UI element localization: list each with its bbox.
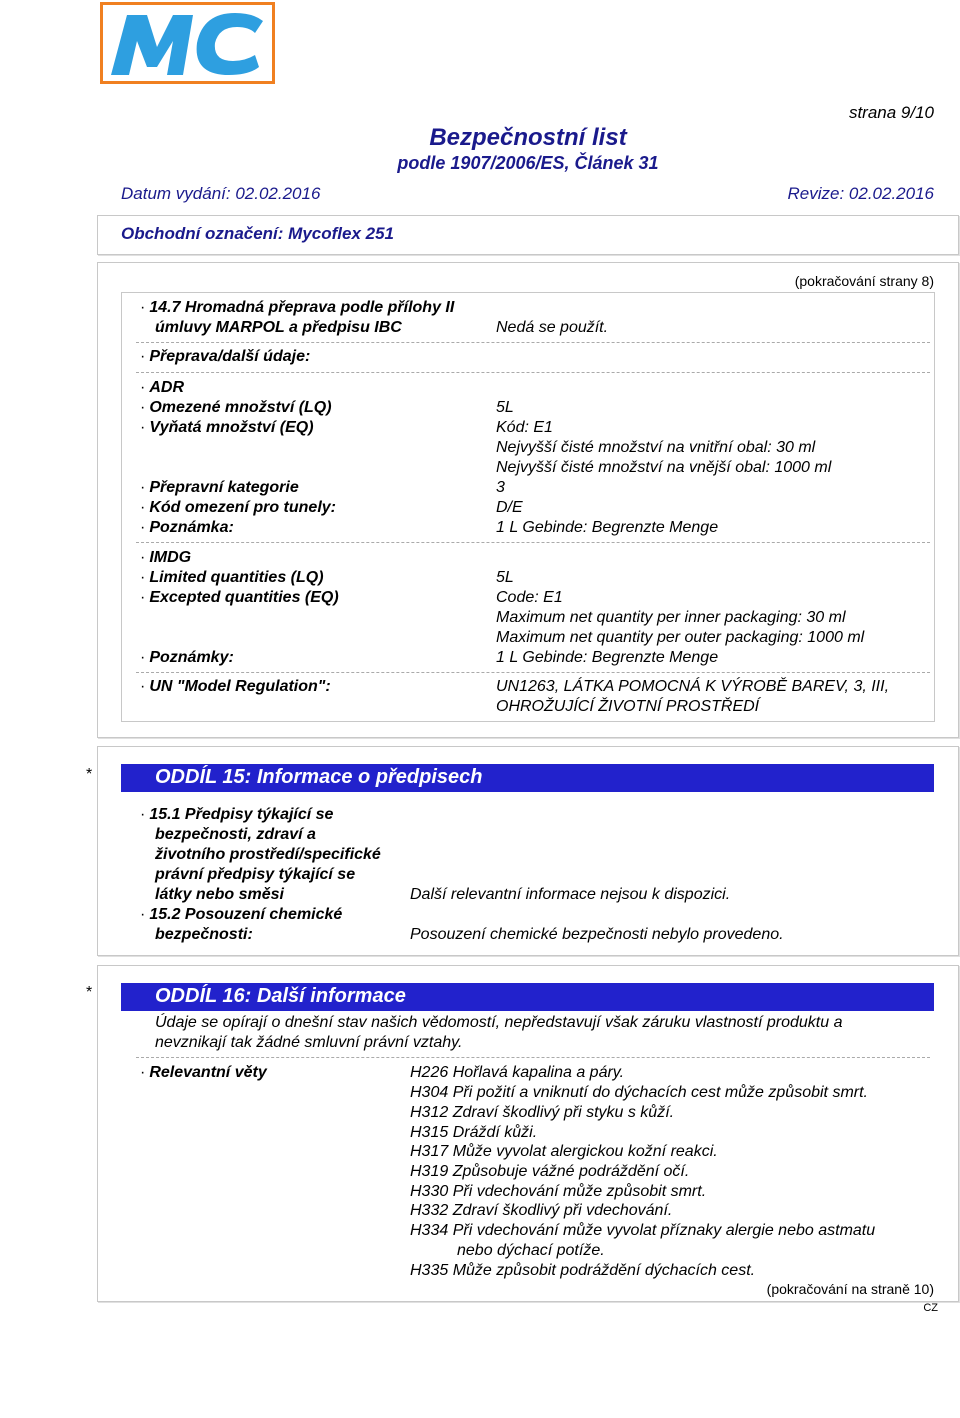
continued-from-note: (pokračování strany 8) <box>794 273 934 289</box>
un-label: · UN "Model Regulation": <box>140 677 331 697</box>
transport-label: · Přeprava/další údaje: <box>140 347 310 367</box>
revision-date: Revize: 02.02.2016 <box>787 184 934 203</box>
hazard-statement: H312 Zdraví škodlivý při styku s kůží. <box>410 1104 675 1121</box>
hazard-statement: H330 Při vdechování může způsobit smrt. <box>410 1183 707 1200</box>
s16-intro: Údaje se opírají o dnešní stav našich vědomostí, nepředstavují však záruku vlastností produktu a <box>155 1014 843 1031</box>
divider <box>136 542 930 543</box>
hazard-statement: H304 Při požití a vniknutí do dýchacích cest může způsobit smrt. <box>410 1084 868 1101</box>
s15-1-label-cont: látky nebo směsi <box>155 886 284 903</box>
marpol-label: · 14.7 Hromadná přeprava podle přílohy II <box>140 298 454 318</box>
marpol-value: Nedá se použít. <box>496 319 609 336</box>
divider <box>136 372 930 373</box>
adr-lq-label: · Omezené množství (LQ) <box>140 398 332 418</box>
adr-lq-value: 5L <box>496 399 514 416</box>
adr-eq-outer: Nejvyšší čisté množství na vnější obal: 1000 ml <box>496 459 832 476</box>
adr-note-label: · Poznámka: <box>140 518 234 538</box>
s15-2-value: Posouzení chemické bezpečnosti nebylo provedeno. <box>410 926 784 943</box>
mc-logo-graphic <box>103 5 272 81</box>
hazard-statement: H319 Způsobuje vážné podráždění očí. <box>410 1163 690 1180</box>
hazard-statement: H315 Dráždí kůži. <box>410 1124 538 1141</box>
document-title: Bezpečnostní list <box>429 124 627 151</box>
hazard-statement: H332 Zdraví škodlivý při vdechování. <box>410 1202 673 1219</box>
adr-category-label: · Přepravní kategorie <box>140 478 299 498</box>
s15-2-label: · 15.2 Posouzení chemické <box>140 905 342 925</box>
adr-tunnel-value: D/E <box>496 499 523 516</box>
imdg-lq-label: · Limited quantities (LQ) <box>140 568 324 588</box>
hazard-statement: H226 Hořlavá kapalina a páry. <box>410 1064 625 1081</box>
s15-1-value: Další relevantní informace nejsou k dispozici. <box>410 886 731 903</box>
imdg-note-value: 1 L Gebinde: Begrenzte Menge <box>496 649 719 666</box>
imdg-lq-value: 5L <box>496 569 514 586</box>
s15-1-label: · 15.1 Předpisy týkající se <box>140 805 333 825</box>
language-code: CZ <box>923 1302 938 1314</box>
s15-2-label-cont: bezpečnosti: <box>155 926 253 943</box>
imdg-note-label: · Poznámky: <box>140 648 234 668</box>
adr-eq-label: · Vyňatá množství (EQ) <box>140 418 314 438</box>
relevant-phrases-label: · Relevantní věty <box>140 1063 267 1083</box>
page-number: strana 9/10 <box>848 103 934 122</box>
company-logo <box>100 2 275 84</box>
divider <box>136 1057 930 1058</box>
un-value: UN1263, LÁTKA POMOCNÁ K VÝROBĚ BAREV, 3, III, <box>496 678 890 695</box>
adr-category-value: 3 <box>496 479 505 496</box>
un-value-cont: OHROŽUJÍCÍ ŽIVOTNÍ PROSTŘEDÍ <box>496 698 760 715</box>
s15-1-label-cont: bezpečnosti, zdraví a <box>155 826 316 843</box>
s16-intro-cont: nevznikají tak žádné smluvní právní vztahy. <box>155 1034 463 1051</box>
product-name: Obchodní označení: Mycoflex 251 <box>121 224 395 243</box>
adr-eq-inner: Nejvyšší čisté množství na vnitřní obal: 30 ml <box>496 439 816 456</box>
adr-eq-value: Kód: E1 <box>496 419 553 436</box>
issue-date: Datum vydání: 02.02.2016 <box>121 184 321 203</box>
imdg-title: · IMDG <box>140 548 191 568</box>
section-16-heading: ODDÍL 16: Další informace <box>121 983 934 1011</box>
revision-star: * <box>86 984 93 1001</box>
continued-to-note: (pokračování na straně 10) <box>766 1281 934 1297</box>
hazard-statement: H317 Může vyvolat alergickou kožní reakci. <box>410 1143 718 1160</box>
imdg-eq-inner: Maximum net quantity per inner packaging: 30 ml <box>496 609 846 626</box>
imdg-eq-outer: Maximum net quantity per outer packaging: 1000 ml <box>496 629 865 646</box>
s15-1-label-cont: právní předpisy týkající se <box>155 866 356 883</box>
revision-star: * <box>86 766 93 783</box>
hazard-statement: H335 Může způsobit podráždění dýchacích cest. <box>410 1262 756 1279</box>
hazard-statement-cont: nebo dýchací potíže. <box>457 1242 605 1259</box>
imdg-eq-value: Code: E1 <box>496 589 563 606</box>
imdg-eq-label: · Excepted quantities (EQ) <box>140 588 339 608</box>
section-15-heading: ODDÍL 15: Informace o předpisech <box>121 764 934 792</box>
hazard-statement: H334 Při vdechování může vyvolat příznaky alergie nebo astmatu <box>410 1222 876 1239</box>
adr-tunnel-label: · Kód omezení pro tunely: <box>140 498 336 518</box>
document-subtitle: podle 1907/2006/ES, Článek 31 <box>397 153 659 173</box>
adr-note-value: 1 L Gebinde: Begrenzte Menge <box>496 519 719 536</box>
divider <box>136 672 930 673</box>
marpol-label-cont: úmluvy MARPOL a předpisu IBC <box>155 319 402 336</box>
adr-title: · ADR <box>140 378 184 398</box>
divider <box>136 342 930 343</box>
s15-1-label-cont: životního prostředí/specifické <box>155 846 381 863</box>
